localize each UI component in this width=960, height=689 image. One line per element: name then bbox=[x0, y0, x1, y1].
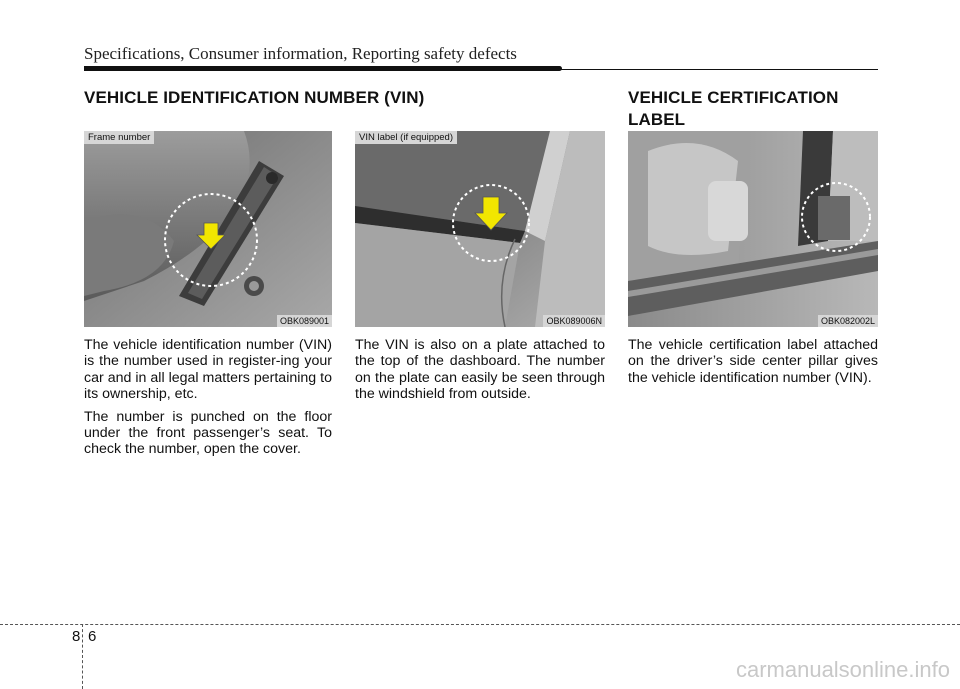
vin-heading bbox=[84, 87, 424, 109]
figure-code: OBK089001 bbox=[277, 315, 332, 327]
watermark: carmanualsonline.info bbox=[735, 657, 950, 682]
chapter-number: 8 bbox=[72, 628, 81, 645]
figure-code: OBK082002L bbox=[818, 315, 878, 327]
vin-column-text bbox=[84, 337, 332, 464]
figure-frame-number bbox=[84, 131, 332, 327]
cert-label-text bbox=[628, 337, 878, 392]
cert-label-paragraph: The vehicle certification label attached on the driver’s side center pillar gives the vehicle identification number (VIN). bbox=[628, 337, 878, 386]
cert-heading-line1: VEHICLE CERTIFICATION bbox=[628, 88, 839, 107]
cert-label-illustration bbox=[628, 131, 878, 327]
figure-code: OBK089006N bbox=[543, 315, 605, 327]
vin-paragraph-2: The number is punched on the floor under the front passenger’s seat. To check the number, open the cover. bbox=[84, 408, 332, 458]
figure-label: VIN label (if equipped) bbox=[355, 131, 457, 144]
figure-vin-label bbox=[355, 131, 605, 327]
vin-heading-text: VEHICLE IDENTIFICATION NUMBER (VIN) bbox=[84, 88, 425, 107]
figure-cert-label bbox=[628, 131, 878, 327]
frame-number-illustration bbox=[84, 131, 332, 327]
header-title: Specifications, Consumer information, Reporting safety defects bbox=[84, 44, 517, 63]
figure-label: Frame number bbox=[84, 131, 154, 144]
vin-plate-paragraph: The VIN is also on a plate attached to the top of the dashboard. The number on the plate can easily be seen through the windshield from outside. bbox=[355, 337, 605, 403]
cert-heading bbox=[628, 87, 839, 131]
header-rule bbox=[84, 66, 562, 71]
vin-plate-text bbox=[355, 337, 605, 409]
cert-heading-line2: LABEL bbox=[628, 110, 686, 129]
header-rule-thin bbox=[560, 69, 878, 70]
footer-rule bbox=[0, 624, 960, 625]
vin-label-illustration bbox=[355, 131, 605, 327]
footer-vertical-rule bbox=[82, 624, 83, 689]
vin-paragraph-1: The vehicle identification number (VIN) is the number used in register-ing your car and in all legal matters pertaining to its ownership, etc. bbox=[84, 337, 332, 403]
page-number: 6 bbox=[88, 628, 97, 645]
